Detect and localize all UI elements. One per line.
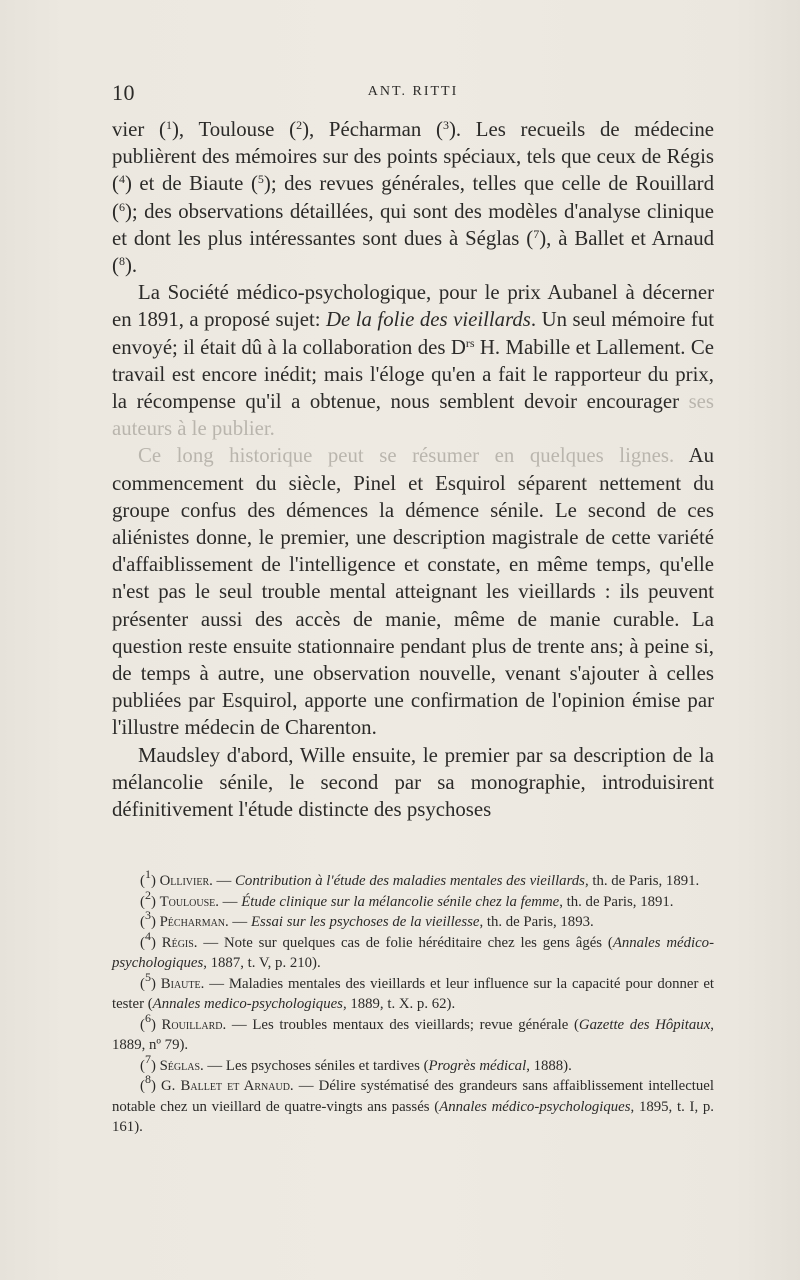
footnote-mark: 2	[144, 887, 151, 902]
footnote-title: Annales médico-psychologiques	[112, 934, 714, 971]
footnote-text: , 1895, t. I, p. 161).	[112, 1098, 714, 1135]
text-run: H. Mabille et Lallement. Ce travail est encore inédit; mais l'éloge qu'en a fait le rapporteur du prix, la récompense qu'il a obtenue, nous semblent devoir encourager	[112, 335, 715, 414]
footnote: ($^1$) Ollivier. — Contribution à l'étude des maladies mentales des vieillards, th. de Paris, 1891.	[140, 867, 700, 889]
footnote-author: Séglas.	[159, 1057, 204, 1074]
footnote-mark: 3	[144, 908, 151, 922]
footnote-text: — Les troubles mentaux des vieillards; revue générale (	[226, 1016, 579, 1033]
text-run: vier (	[112, 118, 166, 141]
footnote-ref: 8	[118, 254, 125, 269]
footnote-text: —	[218, 893, 242, 910]
paragraph-1	[112, 116, 714, 279]
main-text	[112, 116, 714, 823]
footnote-ref: 1	[165, 118, 172, 132]
footnote-mark: 8	[144, 1072, 151, 1086]
footnote-text: — Les psychoses séniles et tardives (	[203, 1057, 429, 1074]
footnote: ($^4$) Régis. — Note sur quelques cas de folie héréditaire chez les gens âgés (Annales médico-psychologiques, 1887, t. V, p. 210).	[112, 928, 714, 971]
text-run: La Société médico-psychologique, pour le prix Aubanel à décerner en 1891, a proposé sujet:	[112, 281, 714, 332]
running-head: ANT. RITTI	[367, 84, 459, 99]
footnote-author: Pécharman.	[159, 914, 229, 930]
footnote-author: Ollivier.	[159, 873, 213, 889]
italic-title: De la folie des vieillards	[326, 308, 531, 332]
footnote-text: — Maladies mentales des vieillards et leur influence sur la capacité pour donner et tester (	[112, 975, 714, 1012]
page-header	[112, 80, 714, 108]
footnote-title: Annales medico-psychologiques	[152, 996, 343, 1012]
text-run: ) et de Biaute (	[124, 172, 258, 196]
footnote-author: Régis.	[161, 934, 198, 951]
footnote: ($^3$) Pécharman. — Essai sur les psychoses de la vieillesse, th. de Paris, 1893.	[140, 908, 594, 930]
footnote-text: — Délire systématisé des grandeurs sans affaiblissement intellectuel notable chez un vieillard de quatre-vingts ans passés (	[112, 1078, 714, 1115]
footnote-ref: 2	[296, 118, 303, 132]
footnote-text: , 1887, t. V, p. 210).	[203, 955, 321, 971]
footnote-mark: 5	[144, 969, 151, 984]
footnote: ($^8$) G. Ballet et Arnaud. — Délire systématisé des grandeurs sans affaiblissement intellectuel notable chez un vieillard de quatre-vingts ans passés (Annales médico-psychologiques, 1895, t. I, p. 161).	[112, 1072, 714, 1135]
footnote-title: Annales médico-psychologiques	[439, 1098, 631, 1115]
text-run: ). Les recueils de médecine publièrent des mémoires sur des points spéciaux, tels que ceux de Régis (	[112, 118, 714, 196]
footnote-author: G. Ballet et Arnaud.	[161, 1078, 294, 1094]
footnote-author: Biaute.	[160, 975, 205, 992]
footnote-mark: 7	[144, 1051, 151, 1066]
footnote: ($^5$) Biaute. — Maladies mentales des vieillards et leur influence sur la capacité pour donner et tester (Annales medico-psychologiques, 1889, t. X. p. 62).	[112, 969, 714, 1012]
footnote-text: — Note sur quelques cas de folie héréditaire chez les gens âgés (	[197, 934, 613, 951]
footnote-ref: 3	[442, 118, 449, 132]
text-run: ); des observations détaillées, qui sont des modèles d'analyse clinique et dont les plus intéressantes sont dues à Séglas (	[112, 199, 714, 250]
footnote-text: —	[228, 914, 251, 930]
footnote-ref: 5	[257, 172, 264, 187]
footnote-text: , th. de Paris, 1891.	[559, 893, 674, 910]
footnote-title: Étude clinique sur la mélancolie sénile chez la femme	[241, 893, 560, 910]
footnote-ref: 7	[533, 226, 540, 241]
footnote-mark: 6	[144, 1010, 151, 1025]
faded-text: ses auteurs à le publier.	[112, 390, 714, 441]
text-run: ), Pécharman (	[302, 118, 443, 141]
footnote: ($^7$) Séglas. — Les psychoses séniles et tardives (Progrès médical, 1888).	[140, 1051, 572, 1074]
text-run: ).	[124, 254, 138, 278]
footnote-ref: 4	[118, 172, 125, 187]
footnote-text: , 1888).	[526, 1057, 572, 1074]
text-run: ); des revues générales, telles que celle de Rouillard (	[112, 172, 714, 223]
paragraph-3	[112, 442, 714, 741]
text-run: . Un seul mémoire fut envoyé; il était dû à la collaboration des D	[112, 308, 714, 359]
footnote-title: Essai sur les psychoses de la vieillesse	[250, 914, 480, 930]
footnote-mark: 4	[144, 928, 151, 943]
text-run: Au commencement du siècle, Pinel et Esquirol séparent nettement du groupe confus des démences la démence sénile. Le second de ces aliénistes donne, le premier, une description magistrale de cette variété d'affaiblissement de l'intelligence et constate, en même temps, qu'elle n'est pas le seul trouble mental atteignant les vieillards : ils peuvent présenter aussi des accès de manie, même de manie curable. La question reste ensuite stationnaire pendant plus de trente ans; à peine si, de temps à autre, une observation nouvelle, venant s'ajouter à celles publiées par Esquirol, apporte une confirmation de l'opinion émise par l'illustre médecin de Charenton.	[112, 444, 714, 740]
paragraph-2	[112, 279, 714, 442]
footnote-text: , 1889, t. X. p. 62).	[342, 996, 456, 1012]
footnote-author: Toulouse.	[159, 893, 219, 910]
footnote-mark: 1	[144, 867, 151, 881]
footnote-text: , th. de Paris, 1891.	[584, 873, 700, 889]
footnote-text: , 1889, nº 79).	[112, 1016, 714, 1053]
footnote-author: Rouillard.	[161, 1016, 227, 1033]
footnote-title: Progrès médical	[428, 1057, 527, 1074]
footnote-ref: 6	[118, 199, 125, 214]
footnote: ($^6$) Rouillard. — Les troubles mentaux des vieillards; revue générale (Gazette des Hôpitaux, 1889, nº 79).	[112, 1010, 714, 1053]
footnote-title: Gazette des Hôpitaux	[578, 1016, 711, 1033]
text-run: ), Toulouse (	[171, 118, 297, 141]
page-number: 10	[112, 80, 135, 105]
faded-text: Ce long historique peut se résumer en quelques lignes.	[138, 444, 675, 468]
footnote-text: , th. de Paris, 1893.	[479, 914, 594, 930]
footnote: ($^2$) Toulouse. — Étude clinique sur la mélancolie sénile chez la femme, th. de Paris, 1891.	[140, 887, 674, 910]
paragraph-4: Maudsley d'abord, Wille ensuite, le premier par sa description de la mélancolie sénile, le second par sa monographie, introduisirent définitivement l'étude distincte des psychoses	[112, 743, 714, 822]
superscript: rs	[465, 335, 475, 350]
footnote-text: —	[212, 873, 236, 889]
footnote-title: Contribution à l'étude des maladies mentales des vieillards	[235, 873, 585, 889]
footnotes	[112, 867, 714, 1138]
text-run: ), à Ballet et Arnaud (	[112, 226, 714, 278]
